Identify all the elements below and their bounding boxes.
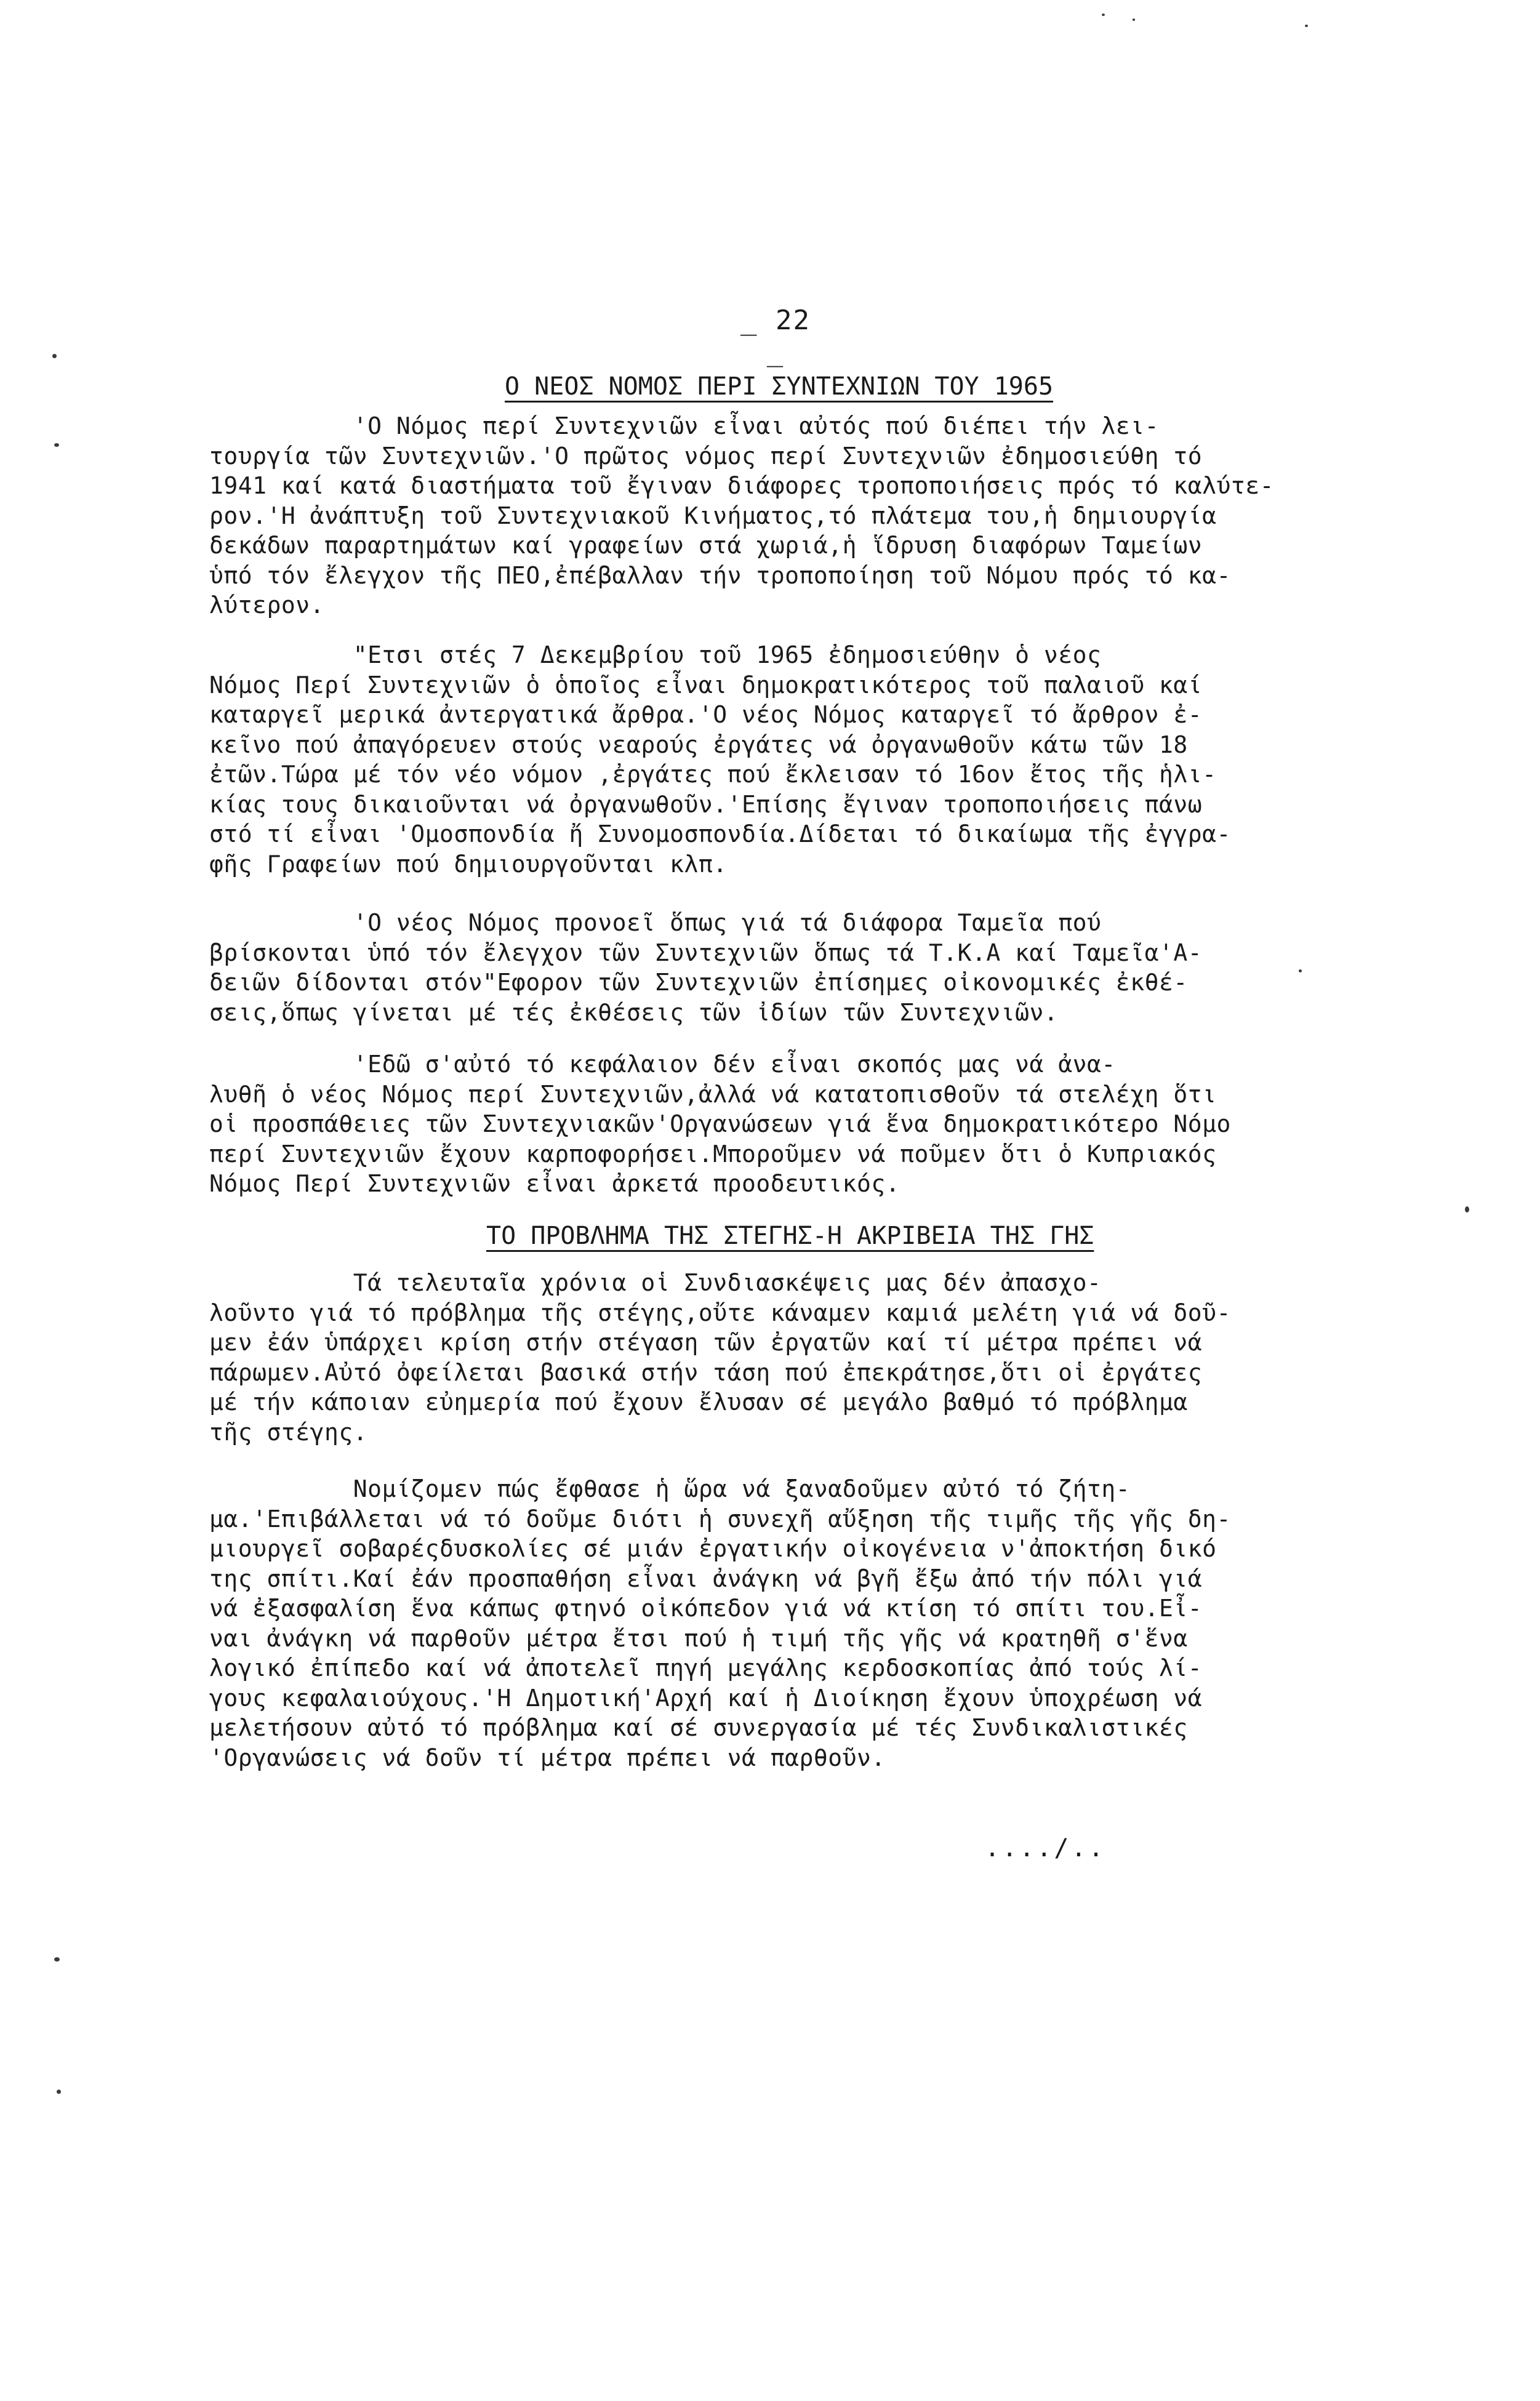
text-line: 'Ο νέος Νόμος προνοεῖ ὅπως γιά τά διάφορα Ταμεῖα πού	[209, 909, 1102, 936]
continuation-mark: ..../..	[985, 1834, 1106, 1862]
text-line: μιουργεῖ σοβαρέςδυσκολίες σέ μιάν ἐργατικήν οἰκογένεια ν'ἀποκτήση δικό	[209, 1535, 1217, 1562]
text-line: Νομίζομεν πώς ἔφθασε ἡ ὥρα νά ξαναδοῦμεν αὐτό τό ζήτη-	[209, 1475, 1131, 1502]
text-line: Νόμος Περί Συντεχνιῶν εἶναι ἀρκετά προοδευτικός.	[209, 1170, 900, 1197]
text-line: Τά τελευταῖα χρόνια οἱ Συνδιασκέψεις μας δέν ἀπασχο-	[209, 1269, 1102, 1296]
text-line: δειῶν δίδονται στόν"Εφορον τῶν Συντεχνιῶν ἐπίσημες οἰκονομικές ἐκθέ-	[209, 969, 1188, 996]
text-line: 'Εδῶ σ'αὐτό τό κεφάλαιον δέν εἶναι σκοπός μας νά ἀνα-	[209, 1051, 1116, 1078]
text-line: κίας τους δικαιοῦνται νά ὀργανωθοῦν.'Επίσης ἔγιναν τροποποιήσεις πάνω	[209, 790, 1203, 818]
text-line: ὑπό τόν ἔλεγχον τῆς ΠΕΟ,ἐπέβαλλαν τήν τροποποίηση τοῦ Νόμου πρός τό κα-	[209, 561, 1231, 589]
scan-speck	[54, 1957, 60, 1962]
text-line: περί Συντεχνιῶν ἔχουν καρποφορήσει.Μποροῦμεν νά ποῦμεν ὅτι ὁ Κυπριακός	[209, 1140, 1217, 1168]
text-line: γους κεφαλαιούχους.'Η Δημοτική'Αρχή καί ἡ Διοίκηση ἔχουν ὑποχρέωση νά	[209, 1684, 1203, 1712]
text-line: ναι ἀνάγκη νά παρθοῦν μέτρα ἔτσι πού ἡ τιμή τῆς γῆς νά κρατηθῆ σ'ἕνα	[209, 1624, 1188, 1652]
text-line: 'Ο Νόμος περί Συντεχνιῶν εἶναι αὐτός πού διέπει τήν λει-	[209, 412, 1159, 439]
text-line: οἱ προσπάθειες τῶν Συντεχνιακῶν'Οργανώσεων γιά ἕνα δημοκρατικότερο Νόμο	[209, 1110, 1231, 1137]
paragraph	[209, 908, 1379, 1027]
text-line: στό τί εἶναι 'Ομοσπονδία ἤ Συνομοσπονδία.Δίδεται τό δικαίωμα τῆς ἐγγρα-	[209, 820, 1231, 848]
text-line: μα.'Επιβάλλεται νά τό δοῦμε διότι ἡ συνεχῆ αὔξηση τῆς τιμῆς τῆς γῆς δη-	[209, 1505, 1231, 1533]
text-line: τουργία τῶν Συντεχνιῶν.'Ο πρῶτος νόμος περί Συντεχνιῶν ἐδημοσιεύθη τό	[209, 442, 1203, 470]
text-line: καταργεῖ μερικά ἀντεργατικά ἄρθρα.'Ο νέος Νόμος καταργεῖ τό ἄρθρον ἐ-	[209, 701, 1203, 728]
scan-speck	[57, 2090, 61, 2094]
text-line: Νόμος Περί Συντεχνιῶν ὁ ὁποῖος εἶναι δημοκρατικότερος τοῦ παλαιοῦ καί	[209, 671, 1203, 699]
text-line: πάρωμεν.Αὐτό ὀφείλεται βασικά στήν τάση πού ἐπεκράτησε,ὅτι οἱ ἐργάτες	[209, 1358, 1203, 1386]
section-heading: Ο ΝΕΟΣ ΝΟΜΟΣ ΠΕΡΙ ΣΥΝΤΕΧΝΙΩΝ ΤΟΥ 1965	[505, 372, 1054, 401]
text-line: λυθῆ ὁ νέος Νόμος περί Συντεχνιῶν,ἀλλά νά κατατοπισθοῦν τά στελέχη ὅτι	[209, 1080, 1217, 1108]
paragraph	[209, 1268, 1379, 1447]
scan-speck	[52, 354, 57, 358]
text-line: "Ετσι στές 7 Δεκεμβρίου τοῦ 1965 ἐδημοσιεύθην ὁ νέος	[209, 641, 1102, 668]
paragraph	[209, 640, 1379, 879]
text-line: μεν ἐάν ὑπάρχει κρίση στήν στέγαση τῶν ἐργατῶν καί τί μέτρα πρέπει νά	[209, 1329, 1203, 1356]
page-number: _ 22 _	[740, 305, 811, 367]
section-heading: ΤΟ ΠΡΟΒΛΗΜΑ ΤΗΣ ΣΤΕΓΗΣ-Η ΑΚΡΙΒΕΙΑ ΤΗΣ ΓΗΣ	[486, 1222, 1094, 1250]
text-line: κεῖνο πού ἀπαγόρευεν στούς νεαρούς ἐργάτες νά ὀργανωθοῦν κάτω τῶν 18	[209, 731, 1188, 758]
text-line: σεις,ὅπως γίνεται μέ τές ἐκθέσεις τῶν ἰδίων τῶν Συντεχνιῶν.	[209, 998, 1059, 1026]
paragraph	[209, 1474, 1379, 1773]
text-line: μελετήσουν αὐτό τό πρόβλημα καί σέ συνεργασία μέ τές Συνδικαλιστικές	[209, 1714, 1188, 1741]
text-line: λογικό ἐπίπεδο καί νά ἀποτελεῖ πηγή μεγάλης κερδοσκοπίας ἀπό τούς λί-	[209, 1654, 1203, 1682]
text-line: βρίσκονται ὑπό τόν ἔλεγχον τῶν Συντεχνιῶν ὅπως τά Τ.Κ.Α καί Ταμεῖα'Α-	[209, 939, 1203, 966]
paragraph	[209, 1049, 1379, 1199]
text-line: τῆς στέγης.	[209, 1418, 368, 1446]
scan-speck	[1102, 14, 1105, 16]
text-line: ἐτῶν.Τώρα μέ τόν νέο νόμον ,ἐργάτες πού ἔκλεισαν τό 16ον ἔτος τῆς ἡλι-	[209, 761, 1217, 788]
paragraph	[209, 411, 1379, 620]
text-line: 'Οργανώσεις νά δοῦν τί μέτρα πρέπει νά παρθοῦν.	[209, 1744, 886, 1771]
scan-speck	[54, 443, 59, 447]
scan-speck	[1133, 18, 1135, 21]
text-line: μέ τήν κάποιαν εὐημερία πού ἔχουν ἔλυσαν σέ μεγάλο βαθμό τό πρόβλημα	[209, 1389, 1188, 1416]
text-line: νά ἐξασφαλίση ἕνα κάπως φτηνό οἰκόπεδον γιά νά κτίση τό σπίτι του.Εἶ-	[209, 1595, 1203, 1622]
scan-speck	[1305, 25, 1308, 27]
text-line: λύτερον.	[209, 591, 325, 619]
text-line: 1941 καί κατά διαστήματα τοῦ ἔγιναν διάφορες τροποποιήσεις πρός τό καλύτε-	[209, 472, 1274, 499]
text-line: δεκάδων παραρτημάτων καί γραφείων στά χωριά,ἡ ἵδρυση διαφόρων Ταμείων	[209, 532, 1203, 559]
text-line: ρον.'Η ἀνάπτυξη τοῦ Συντεχνιακοῦ Κινήματος,τό πλάτεμα του,ἡ δημιουργία	[209, 502, 1217, 529]
text-line: φῆς Γραφείων πού δημιουργοῦνται κλπ.	[209, 850, 728, 878]
text-line: λοῦντο γιά τό πρόβλημα τῆς στέγης,οὔτε κάναμεν καμιά μελέτη γιά νά δοῦ-	[209, 1299, 1231, 1326]
text-line: της σπίτι.Καί ἐάν προσπαθήση εἶναι ἀνάγκη νά βγῆ ἔξω ἀπό τήν πόλι γιά	[209, 1565, 1203, 1592]
scan-speck	[1465, 1206, 1469, 1213]
